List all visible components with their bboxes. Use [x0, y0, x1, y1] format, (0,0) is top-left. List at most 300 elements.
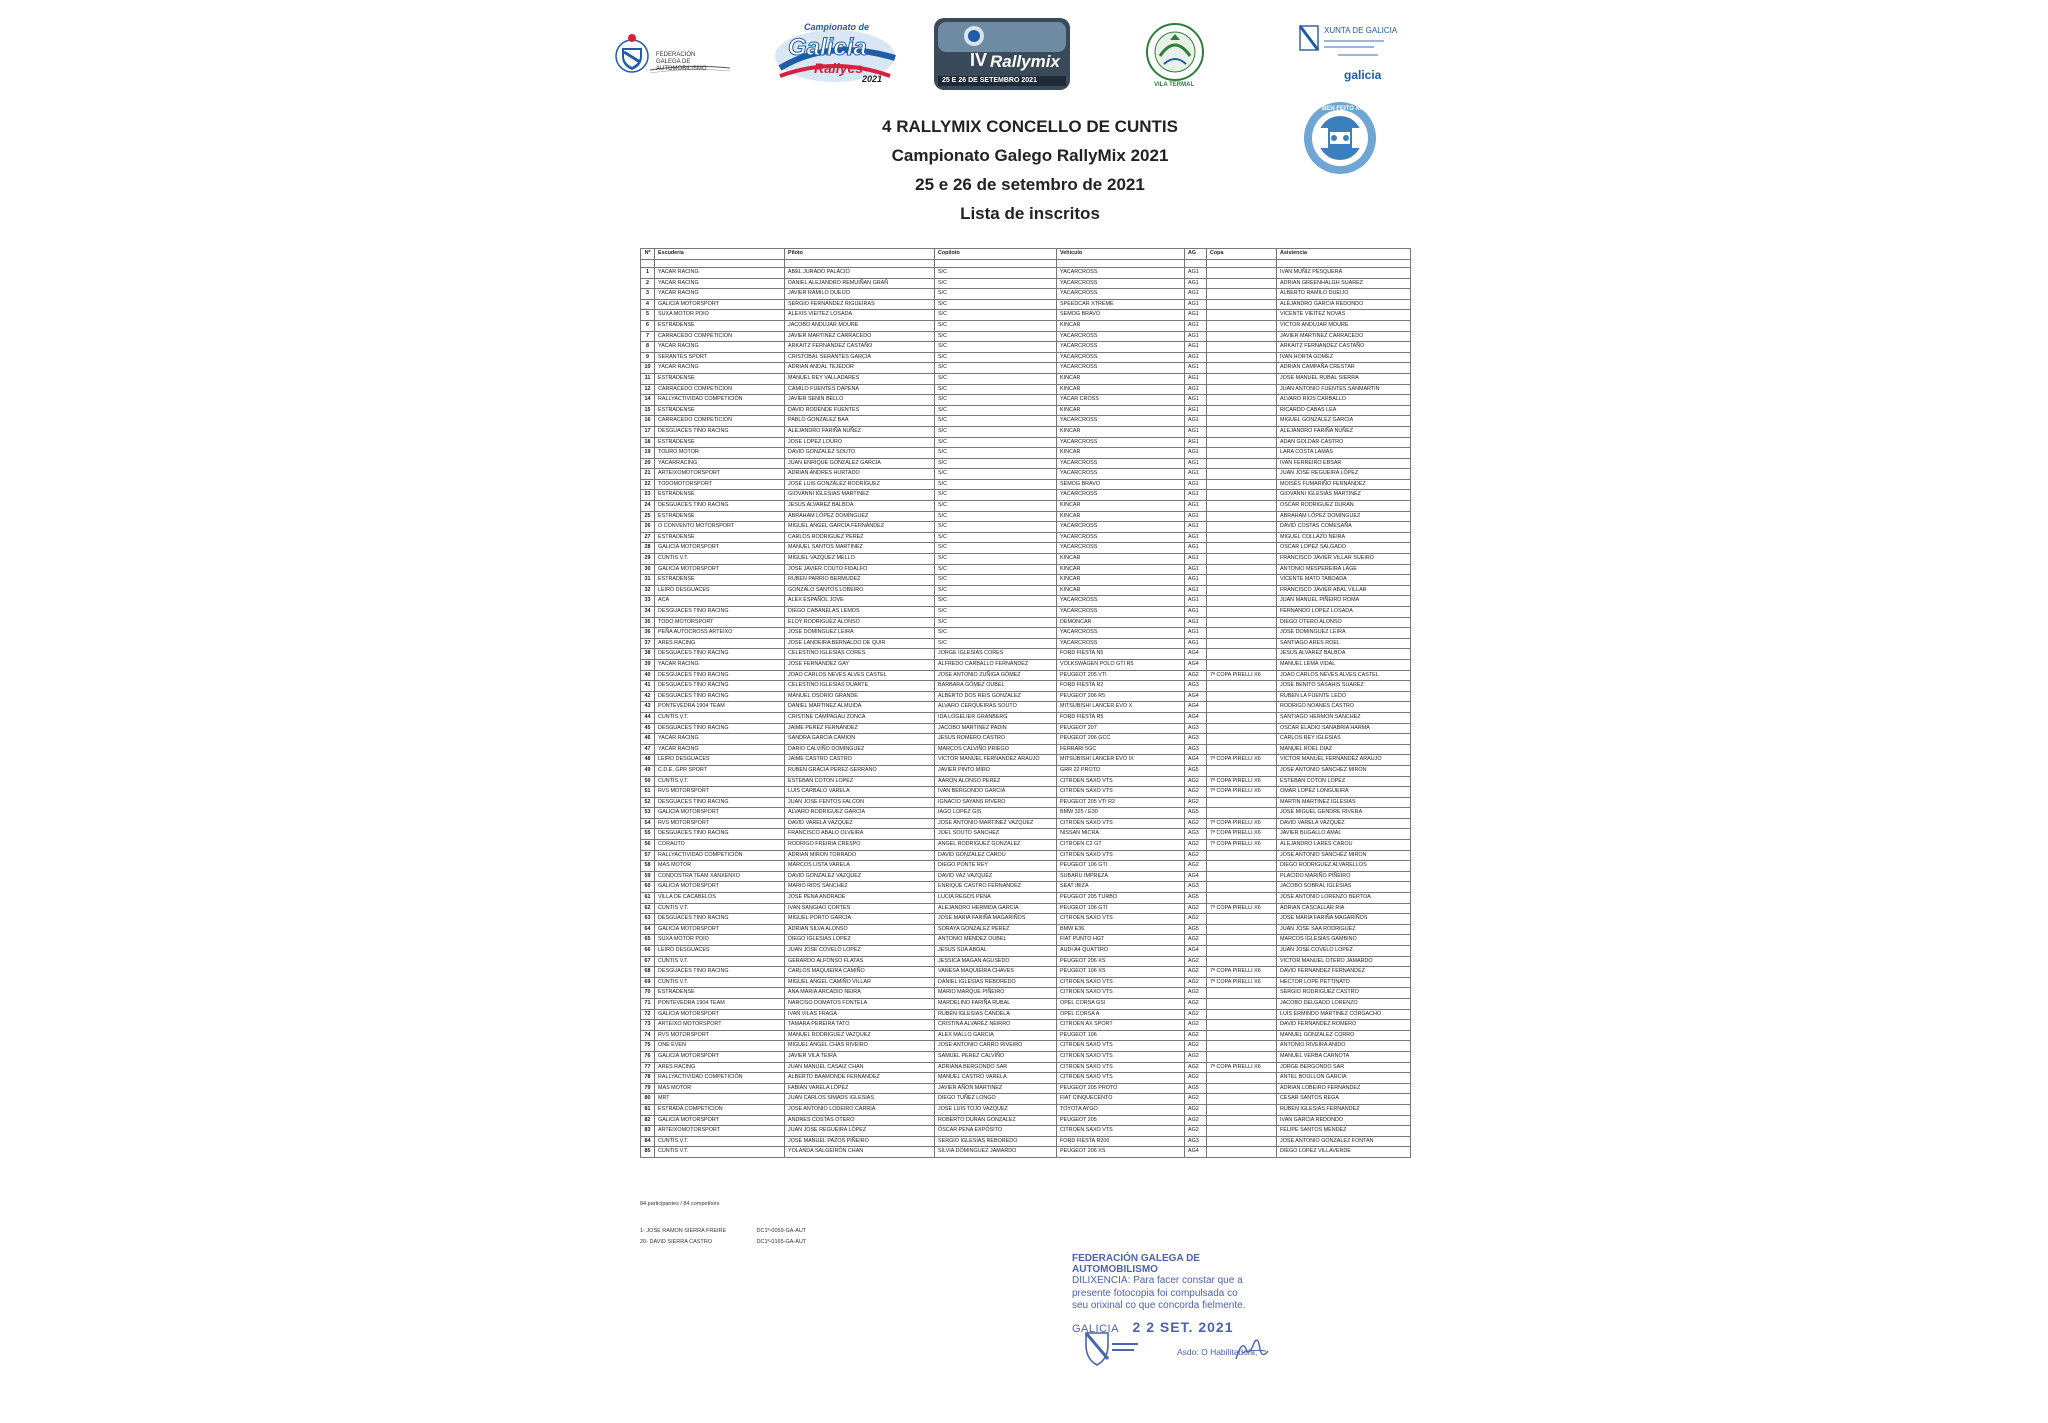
- entry-number: 64: [641, 924, 655, 935]
- entry-escuderia: CARRACEDO COMPETICION: [655, 384, 785, 395]
- entry-vehiculo: YACARCROSS: [1057, 352, 1185, 363]
- table-row: [641, 638, 1411, 649]
- entry-number: 78: [641, 1073, 655, 1084]
- table-row: [641, 1020, 1411, 1031]
- entry-vehiculo: CITROEN SAXO VTS: [1057, 776, 1185, 787]
- entry-number: 67: [641, 956, 655, 967]
- entry-piloto: JOSE PENA ANDRADE: [785, 893, 935, 904]
- entry-piloto: ADRIAN ANDAL TEJEDOR: [785, 363, 935, 374]
- table-row: [641, 808, 1411, 819]
- table-row: [641, 903, 1411, 914]
- entry-piloto: JOSE MANUEL PAZOS PIÑEIRO: [785, 1136, 935, 1147]
- table-row: [641, 776, 1411, 787]
- entry-ag: AG2: [1185, 914, 1207, 925]
- xunta-sub-text: galicia: [1344, 68, 1382, 82]
- entry-ag: AG2: [1185, 1104, 1207, 1115]
- entry-ag: AG1: [1185, 426, 1207, 437]
- entry-escuderia: ARTEIXOMOTORSPORT: [655, 469, 785, 480]
- entry-vehiculo: KINCAR: [1057, 426, 1185, 437]
- entry-copiloto: VANESA MAQUIEIRA CHAVES: [935, 967, 1057, 978]
- entry-escuderia: TODO MOTORSPORT: [655, 617, 785, 628]
- entry-asistencia: IVAN FERREIRO EBSAR: [1277, 458, 1411, 469]
- entry-asistencia: DAVID FERNANDEZ ROMERO: [1277, 1020, 1411, 1031]
- entry-asistencia: SANTIAGO ARES ROEL: [1277, 638, 1411, 649]
- entry-vehiculo: FIAT CINQUECENTO: [1057, 1094, 1185, 1105]
- entry-number: 7: [641, 331, 655, 342]
- entry-asistencia: ADRIAN GREENHALGH SUAREZ: [1277, 278, 1411, 289]
- entry-ag: AG2: [1185, 967, 1207, 978]
- table-body: [641, 260, 1411, 1158]
- entry-escuderia: CARRACEDO COMPETICION: [655, 416, 785, 427]
- entry-asistencia: DAVID FERNANDEZ FERNANDEZ: [1277, 967, 1411, 978]
- entry-copa: 7ª COPA PIRELLI X6: [1207, 840, 1277, 851]
- entry-piloto: FRANCISCO ABALO OLVEIRA: [785, 829, 935, 840]
- entry-number: 77: [641, 1062, 655, 1073]
- entry-copiloto: S/C: [935, 490, 1057, 501]
- entry-vehiculo: FIAT PUNTO HGT: [1057, 935, 1185, 946]
- entry-copa: [1207, 331, 1277, 342]
- entry-number: 29: [641, 554, 655, 565]
- entry-escuderia: ARES RACING: [655, 638, 785, 649]
- entry-copiloto: S/C: [935, 448, 1057, 459]
- entry-copa: [1207, 1136, 1277, 1147]
- vila-termal-text: VILA TERMAL: [1154, 82, 1195, 88]
- table-row: [641, 363, 1411, 374]
- entry-asistencia: ANTONIO RIVEIRA ANIDO: [1277, 1041, 1411, 1052]
- table-row: [641, 850, 1411, 861]
- entry-copiloto: JOSE ANTONIO ZUÑIGA GÓMEZ: [935, 670, 1057, 681]
- entry-vehiculo: TOYOTA AYGO: [1057, 1104, 1185, 1115]
- entry-asistencia: HECTOR LOPE PETTINATO: [1277, 977, 1411, 988]
- entry-copa: 7ª COPA PIRELLI X6: [1207, 1062, 1277, 1073]
- entry-asistencia: IVAN HORTA GOMEZ: [1277, 352, 1411, 363]
- entry-piloto: MARCOS LISTA VARELA: [785, 861, 935, 872]
- entry-asistencia: DIEGO RODRIGUEZ ALVARELLOS: [1277, 861, 1411, 872]
- entry-number: 17: [641, 426, 655, 437]
- entry-escuderia: YACAR RACING: [655, 744, 785, 755]
- table-row: [641, 1104, 1411, 1115]
- entry-escuderia: CUNTIS V.T.: [655, 1147, 785, 1158]
- entry-escuderia: RVS MOTORSPORT: [655, 1030, 785, 1041]
- header-piloto: Piloto: [785, 249, 935, 260]
- entry-piloto: DAVID GONZALEZ VAZQUEZ: [785, 871, 935, 882]
- table-row: [641, 829, 1411, 840]
- entry-vehiculo: YACARCROSS: [1057, 596, 1185, 607]
- entry-escuderia: YACARRACING: [655, 458, 785, 469]
- stamp-fga-emblem: [1080, 1325, 1140, 1380]
- entry-ag: AG1: [1185, 299, 1207, 310]
- entry-ag: AG4: [1185, 659, 1207, 670]
- entry-vehiculo: PEUGEOT 106 GTI: [1057, 903, 1185, 914]
- entry-ag: AG1: [1185, 320, 1207, 331]
- entry-escuderia: DESGUACES TINO RACING: [655, 914, 785, 925]
- entry-piloto: JUAN JOSE FENTOS FALCON: [785, 797, 935, 808]
- entry-number: 32: [641, 585, 655, 596]
- entry-vehiculo: SEMOG BRAVO: [1057, 310, 1185, 321]
- table-row: [641, 501, 1411, 512]
- entry-copiloto: JESSICA MAGAN AGUSEDO: [935, 956, 1057, 967]
- entry-asistencia: JUAN ANTONIO FUENTES SANMARTIN: [1277, 384, 1411, 395]
- entry-asistencia: JUAN JOSE COVELO LOPEZ: [1277, 946, 1411, 957]
- stamp-place: GALICIA: [1072, 1322, 1119, 1335]
- entry-asistencia: ABRAHAM LÓPEZ DOMÍNGUEZ: [1277, 511, 1411, 522]
- entry-escuderia: GALICIA MOTORSPORT: [655, 924, 785, 935]
- entry-vehiculo: KINCAR: [1057, 501, 1185, 512]
- campeonato-rallyes-logo: [770, 18, 900, 90]
- entry-escuderia: DESGUACES TINO RACING: [655, 691, 785, 702]
- entry-ag: AG1: [1185, 395, 1207, 406]
- entry-copa: [1207, 691, 1277, 702]
- campeonato-rallyes-text: Rallyes: [814, 60, 864, 76]
- entry-copa: [1207, 1030, 1277, 1041]
- entry-number: 81: [641, 1104, 655, 1115]
- entry-number: 69: [641, 977, 655, 988]
- entry-copiloto: S/C: [935, 479, 1057, 490]
- table-row: [641, 532, 1411, 543]
- table-row: [641, 479, 1411, 490]
- entry-ag: AG1: [1185, 469, 1207, 480]
- entry-asistencia: JOSE ANTONIO GONZALEZ FONTAN: [1277, 1136, 1411, 1147]
- table-row: [641, 893, 1411, 904]
- entry-escuderia: CUNTIS V.T.: [655, 776, 785, 787]
- entry-escuderia: ACA: [655, 596, 785, 607]
- entry-copiloto: S/C: [935, 585, 1057, 596]
- entry-number: 54: [641, 818, 655, 829]
- entry-vehiculo: SEMOG BRAVO: [1057, 479, 1185, 490]
- entry-number: 25: [641, 511, 655, 522]
- entry-copiloto: LUCIA REGOS PENA: [935, 893, 1057, 904]
- entry-number: 40: [641, 670, 655, 681]
- entry-copa: 7ª COPA PIRELLI X6: [1207, 967, 1277, 978]
- entry-copa: [1207, 532, 1277, 543]
- entry-escuderia: ESTRADENSE: [655, 405, 785, 416]
- entry-vehiculo: YACARCROSS: [1057, 522, 1185, 533]
- entry-copa: [1207, 808, 1277, 819]
- table-row: [641, 1062, 1411, 1073]
- entry-number: 18: [641, 437, 655, 448]
- entry-escuderia: DESGUACES TINO RACING: [655, 670, 785, 681]
- entry-copiloto: JORGE IGLESIAS CORES: [935, 649, 1057, 660]
- entry-copiloto: SILVIA DOMINGUEZ JAMARDO: [935, 1147, 1057, 1158]
- entry-copiloto: DANIEL IGLESIAS REBOREDO: [935, 977, 1057, 988]
- table-row: [641, 818, 1411, 829]
- entry-copiloto: DAVID GONZALEZ CAROU: [935, 850, 1057, 861]
- entry-asistencia: FERNANDO LOPEZ LOSADA: [1277, 607, 1411, 618]
- entry-copiloto: JOSE MARIA FARIÑA MAGARIÑOS: [935, 914, 1057, 925]
- table-row: [641, 490, 1411, 501]
- entry-asistencia: JACOBO DELGADO LORENZO: [1277, 998, 1411, 1009]
- entry-asistencia: ANTEL BOULLON GARCIA: [1277, 1073, 1411, 1084]
- entry-vehiculo: PEUGEOT 205 PROTO: [1057, 1083, 1185, 1094]
- entry-asistencia: SERGIO RODRIGUEZ CASTRO: [1277, 988, 1411, 999]
- entry-ag: AG2: [1185, 818, 1207, 829]
- entry-vehiculo: GRR 22 PROTO: [1057, 765, 1185, 776]
- table-row: [641, 617, 1411, 628]
- entry-vehiculo: PEUGEOT 205 VTI R2: [1057, 797, 1185, 808]
- signature-mark: [1232, 1335, 1272, 1370]
- entry-escuderia: RALLYACTIVIDAD COMPETICIÓN: [655, 850, 785, 861]
- entry-piloto: DANIEL ALEJANDRO REMUIÑAN GRAÑ: [785, 278, 935, 289]
- table-row: [641, 659, 1411, 670]
- entry-ag: AG5: [1185, 765, 1207, 776]
- entry-piloto: JAIME PEREZ FERNANDEZ: [785, 723, 935, 734]
- entry-piloto: JOSE ANTONIO LODEIRO CARRIA: [785, 1104, 935, 1115]
- table-row: [641, 554, 1411, 565]
- entry-copiloto: ADRIANA BERGONDO SAR: [935, 1062, 1057, 1073]
- entry-piloto: JUAN MANUEL CASAIZ CHAN: [785, 1062, 935, 1073]
- entry-piloto: JOSE FERNANDEZ GAY: [785, 659, 935, 670]
- table-row: [641, 840, 1411, 851]
- entry-ag: AG5: [1185, 924, 1207, 935]
- entry-asistencia: MIGUEL GONZALEZ GARCIA: [1277, 416, 1411, 427]
- entry-vehiculo: KINCAR: [1057, 405, 1185, 416]
- table-row: [641, 416, 1411, 427]
- entry-copiloto: S/C: [935, 426, 1057, 437]
- entry-copiloto: RUBÉN IGLESIAS CANDELA: [935, 1009, 1057, 1020]
- entry-escuderia: MRT: [655, 1094, 785, 1105]
- entry-number: 76: [641, 1051, 655, 1062]
- entry-copiloto: JOSE ANTONIO MARTINEZ VAZQUEZ: [935, 818, 1057, 829]
- entry-ag: AG2: [1185, 1051, 1207, 1062]
- entry-piloto: MANUEL REY VALLADARES: [785, 373, 935, 384]
- entry-copiloto: MANUEL CASTRO VARELA: [935, 1073, 1057, 1084]
- entry-escuderia: PEÑA AUTOCROSS ARTEIXO: [655, 628, 785, 639]
- entry-vehiculo: KINCAR: [1057, 511, 1185, 522]
- entry-ag: AG2: [1185, 1009, 1207, 1020]
- entry-asistencia: ANTONIO MESPEREIRA LAGE: [1277, 564, 1411, 575]
- entry-piloto: JAVIER SENIN BELLO: [785, 395, 935, 406]
- entry-copa: 7ª COPA PIRELLI X6: [1207, 787, 1277, 798]
- entry-number: 12: [641, 384, 655, 395]
- table-row: [641, 352, 1411, 363]
- entry-ag: AG3: [1185, 744, 1207, 755]
- ben-feito-text: BEN FEITO XA: [1322, 106, 1364, 112]
- entry-asistencia: DIEGO OTERO ALONSO: [1277, 617, 1411, 628]
- table-row: [641, 373, 1411, 384]
- entry-ag: AG4: [1185, 691, 1207, 702]
- entry-asistencia: JOSE BENITO SASAHIS SUAREZ: [1277, 681, 1411, 692]
- entry-ag: AG4: [1185, 1147, 1207, 1158]
- entry-number: 9: [641, 352, 655, 363]
- entry-ag: AG2: [1185, 797, 1207, 808]
- entry-vehiculo: DEMONCAR: [1057, 617, 1185, 628]
- entry-number: 74: [641, 1030, 655, 1041]
- entry-ag: AG2: [1185, 840, 1207, 851]
- entry-escuderia: LEIRO DESGUACES: [655, 585, 785, 596]
- entry-piloto: ANA MARIA ARCADIO NEIRA: [785, 988, 935, 999]
- entry-asistencia: ALBERTO RAMILO DUEIJO: [1277, 289, 1411, 300]
- fga-logo: [610, 26, 770, 86]
- entry-copa: [1207, 797, 1277, 808]
- entry-vehiculo: CITROEN SAXO VTS: [1057, 977, 1185, 988]
- entry-escuderia: SUXA MOTOR POIO: [655, 935, 785, 946]
- entry-asistencia: JOSE MIGUEL GENDRE RIVERA: [1277, 808, 1411, 819]
- entry-copa: [1207, 765, 1277, 776]
- entry-piloto: ALEX ESPAÑOL JOVE: [785, 596, 935, 607]
- entry-piloto: JUAN JOSE REGUEIRA LÓPEZ: [785, 1126, 935, 1137]
- entry-vehiculo: KINCAR: [1057, 448, 1185, 459]
- entry-number: 43: [641, 702, 655, 713]
- entry-copiloto: S/C: [935, 554, 1057, 565]
- entry-piloto: DAVID RODENDE FUENTES: [785, 405, 935, 416]
- entry-copiloto: IGNACIO SAYANS RIVERO: [935, 797, 1057, 808]
- entry-escuderia: CUNTIS V.T.: [655, 712, 785, 723]
- entry-copa: [1207, 702, 1277, 713]
- entry-copa: [1207, 734, 1277, 745]
- table-row: [641, 734, 1411, 745]
- entry-vehiculo: KINCAR: [1057, 384, 1185, 395]
- entry-piloto: JAVIER RAMILO DUEIJO: [785, 289, 935, 300]
- entry-copiloto: S/C: [935, 607, 1057, 618]
- entry-copiloto: ENRIQUE CASTRO FERNANDEZ: [935, 882, 1057, 893]
- table-row: [641, 1094, 1411, 1105]
- entry-piloto: ALVARO RODRIGUEZ GARCIA: [785, 808, 935, 819]
- entry-copa: 7ª COPA PIRELLI X6: [1207, 829, 1277, 840]
- table-row: [641, 511, 1411, 522]
- entry-escuderia: YACAR RACING: [655, 342, 785, 353]
- entry-number: 56: [641, 840, 655, 851]
- entry-copiloto: S/C: [935, 458, 1057, 469]
- entry-ag: AG2: [1185, 776, 1207, 787]
- entry-copiloto: DAVID VAZ VAZQUEZ: [935, 871, 1057, 882]
- entry-copa: [1207, 659, 1277, 670]
- entry-vehiculo: YACARCROSS: [1057, 469, 1185, 480]
- entry-piloto: CAMILO FUENTES DAPENA: [785, 384, 935, 395]
- entry-copa: [1207, 585, 1277, 596]
- table-row: [641, 882, 1411, 893]
- entry-escuderia: ESTRADA COMPETICION: [655, 1104, 785, 1115]
- entry-copa: [1207, 405, 1277, 416]
- entry-escuderia: ESTRADENSE: [655, 988, 785, 999]
- entry-asistencia: OMAR LOPEZ LONGUEIRA: [1277, 787, 1411, 798]
- entry-piloto: JOSÉ LUIS GONZÁLEZ RODRÍGUEZ: [785, 479, 935, 490]
- commissioner-code: DC1ª-0059-GA-AUT: [756, 1228, 807, 1234]
- entry-number: 63: [641, 914, 655, 925]
- entry-piloto: JAVIER VILA TEIRA: [785, 1051, 935, 1062]
- entry-copiloto: JESUS ROMERO CASTRO: [935, 734, 1057, 745]
- entry-ag: AG1: [1185, 342, 1207, 353]
- event-dates: 25 e 26 de setembro de 2021: [915, 175, 1145, 194]
- entry-ag: AG3: [1185, 882, 1207, 893]
- entry-vehiculo: YACARCROSS: [1057, 543, 1185, 554]
- commissioner-row: [640, 1237, 806, 1248]
- entry-number: 22: [641, 479, 655, 490]
- entry-copiloto: S/C: [935, 416, 1057, 427]
- entry-number: 3: [641, 289, 655, 300]
- entry-copa: [1207, 946, 1277, 957]
- table-row: [641, 405, 1411, 416]
- entry-copiloto: S/C: [935, 405, 1057, 416]
- table-row: [641, 712, 1411, 723]
- entry-copa: [1207, 988, 1277, 999]
- commissioner-row: [640, 1226, 806, 1237]
- table-row: [641, 924, 1411, 935]
- entry-number: 27: [641, 532, 655, 543]
- entry-escuderia: SERANTES SPORT: [655, 352, 785, 363]
- entry-ag: AG1: [1185, 458, 1207, 469]
- entry-escuderia: RVS MOTORSPORT: [655, 818, 785, 829]
- entry-escuderia: CUNTIS V.T.: [655, 977, 785, 988]
- entry-copiloto: AARON ALONSO PEREZ: [935, 776, 1057, 787]
- entry-piloto: RODRIGO FREIRIA CRESPO: [785, 840, 935, 851]
- entry-vehiculo: CITROEN AX SPORT: [1057, 1020, 1185, 1031]
- entry-copiloto: ALVARO CERQUEIRAS SOUTO: [935, 702, 1057, 713]
- entry-vehiculo: KINCAR: [1057, 585, 1185, 596]
- entry-asistencia: ESTEBAN COTON LOPEZ: [1277, 776, 1411, 787]
- entry-piloto: RUBEN PARRIO BERMUDEZ: [785, 575, 935, 586]
- entry-ag: AG3: [1185, 723, 1207, 734]
- entry-copa: [1207, 564, 1277, 575]
- entry-copa: [1207, 278, 1277, 289]
- entry-escuderia: TODOMOTORSPORT: [655, 479, 785, 490]
- entry-escuderia: PONTEVEDRA 1904 TEAM: [655, 998, 785, 1009]
- entry-escuderia: GALICIA MOTORSPORT: [655, 564, 785, 575]
- entry-escuderia: ARTEIXOMOTORSPORT: [655, 1126, 785, 1137]
- entry-copiloto: MARCOS CALVIÑO PRIEGO: [935, 744, 1057, 755]
- entry-asistencia: VICTOR ANDUJAR MOURE: [1277, 320, 1411, 331]
- entry-copa: [1207, 1126, 1277, 1137]
- entry-asistencia: MARCOS IGLESIAS GAMBINO: [1277, 935, 1411, 946]
- entry-vehiculo: SPEEDCAR XTREME: [1057, 299, 1185, 310]
- entry-asistencia: JAVIER BUGALLO AMAL: [1277, 829, 1411, 840]
- entry-piloto: ADRIAN SILVA ALONSO: [785, 924, 935, 935]
- entry-copiloto: JOSE LUIS TOJO VAZQUEZ: [935, 1104, 1057, 1115]
- entry-number: 46: [641, 734, 655, 745]
- header-num: Nº: [641, 249, 655, 260]
- header-escuderia: Escudería: [655, 249, 785, 260]
- table-row: [641, 1009, 1411, 1020]
- entry-piloto: MIGUEL ANGEL CAMIÑO VILLAR: [785, 977, 935, 988]
- commissioner-name: 1- JOSE RAMON SIERRA FREIRE: [640, 1228, 727, 1234]
- entry-copiloto: S/C: [935, 532, 1057, 543]
- entry-vehiculo: PEUGEOT 106 XS: [1057, 967, 1185, 978]
- entry-escuderia: CUNTIS V.T.: [655, 956, 785, 967]
- entry-list-table-wrap: [640, 248, 1410, 1158]
- entry-asistencia: JAVIER MARTINEZ CARRACEDO: [1277, 331, 1411, 342]
- table-header-row: [641, 249, 1411, 260]
- entry-asistencia: ADRIAN CASCALLAR RIA: [1277, 903, 1411, 914]
- entry-copiloto: SERGIO IGLESIAS REBOREDO: [935, 1136, 1057, 1147]
- entry-escuderia: ESTRADENSE: [655, 437, 785, 448]
- entry-copiloto: ÓSCAR PENA EXPÓSITO: [935, 1126, 1057, 1137]
- entry-piloto: SANDRA GARCIA CAMION: [785, 734, 935, 745]
- table-row: [641, 1051, 1411, 1062]
- entry-escuderia: RVS MOTORSPORT: [655, 787, 785, 798]
- entry-escuderia: ESTRADENSE: [655, 511, 785, 522]
- entry-number: 39: [641, 659, 655, 670]
- entry-ag: AG1: [1185, 511, 1207, 522]
- entry-asistencia: JORGE BERGONDO SAR: [1277, 1062, 1411, 1073]
- entry-ag: AG1: [1185, 554, 1207, 565]
- entry-copiloto: S/C: [935, 373, 1057, 384]
- table-row: [641, 956, 1411, 967]
- entry-list-table: [640, 248, 1411, 1158]
- entry-asistencia: JUAN JOSÉ REGUEIRA LÓPEZ: [1277, 469, 1411, 480]
- entry-number: 41: [641, 681, 655, 692]
- entry-ag: AG2: [1185, 1126, 1207, 1137]
- entry-escuderia: GALICIA MOTORSPORT: [655, 543, 785, 554]
- table-row: [641, 649, 1411, 660]
- entry-escuderia: ONE ÉVEN: [655, 1041, 785, 1052]
- entry-copiloto: JAVIER PINTO MIRO: [935, 765, 1057, 776]
- entry-vehiculo: CITROEN C2 GT: [1057, 840, 1185, 851]
- entry-copiloto: S/C: [935, 384, 1057, 395]
- entry-vehiculo: YACARCROSS: [1057, 363, 1185, 374]
- list-title: Lista de inscritos: [960, 204, 1100, 223]
- entry-ag: AG1: [1185, 628, 1207, 639]
- table-row: [641, 988, 1411, 999]
- entry-copa: [1207, 638, 1277, 649]
